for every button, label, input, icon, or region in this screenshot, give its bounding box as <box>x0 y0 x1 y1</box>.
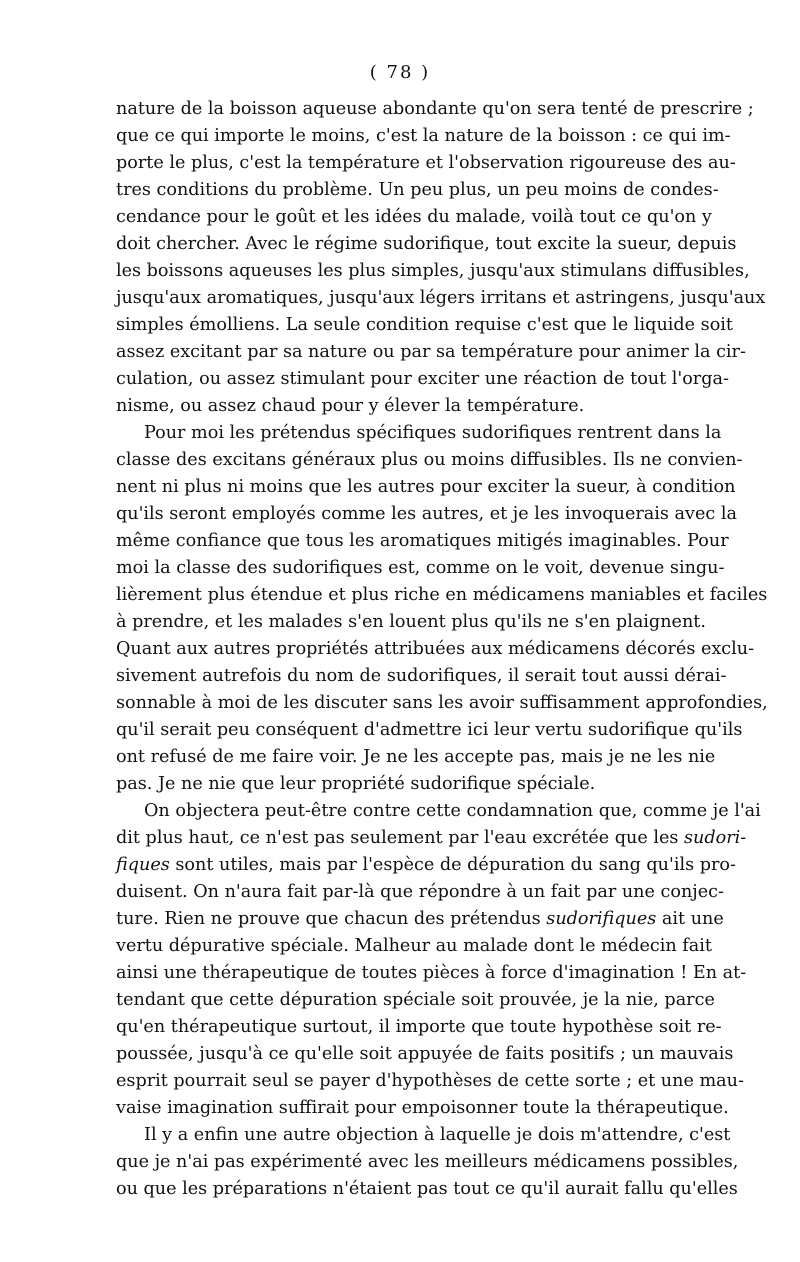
line-text: que je n'ai pas expérimenté avec les meilleurs médicamens possibles, <box>116 1152 739 1172</box>
line-text: assez excitant par sa nature ou par sa température pour animer la cir- <box>116 342 746 362</box>
italic-term: sudorifiques <box>546 909 657 929</box>
line-text: duisent. On n'aura fait par-là que répondre à un fait par une conjec- <box>116 882 724 902</box>
line-text: simples émolliens. La seule condition requise c'est que le liquide soit <box>116 315 733 335</box>
text-line <box>116 636 755 663</box>
text-line <box>116 1095 729 1122</box>
line-text: ont refusé de me faire voir. Je ne les accepte pas, mais je ne les nie <box>116 747 716 767</box>
line-text: Il y a enfin une autre objection à laquelle je dois m'attendre, c'est <box>144 1125 731 1145</box>
line-text: jusqu'aux aromatiques, jusqu'aux légers irritans et astringens, jusqu'aux <box>116 288 766 308</box>
text-line <box>116 1122 731 1149</box>
text-line <box>116 393 688 420</box>
line-text: culation, ou assez stimulant pour exciter une réaction de tout l'orga- <box>116 369 729 389</box>
line-text: lièrement plus étendue et plus riche en médicamens maniables et faciles <box>116 585 768 605</box>
line-text: tendant que cette dépuration spéciale soit prouvée, je la nie, parce <box>116 990 715 1010</box>
line-text: sont utiles, mais par l'espèce de dépuration du sang qu'ils pro- <box>169 855 736 875</box>
text-line <box>116 1149 739 1176</box>
line-text: à prendre, et les malades s'en louent plus qu'ils ne s'en plaignent. <box>116 612 706 632</box>
text-line <box>116 528 729 555</box>
text-line <box>116 582 768 609</box>
text-line <box>116 771 688 798</box>
text-line <box>116 744 716 771</box>
text-line <box>116 1041 734 1068</box>
text-line <box>116 555 725 582</box>
body-text <box>116 96 768 1203</box>
text-line <box>116 150 736 177</box>
text-line <box>116 663 727 690</box>
text-line <box>116 447 743 474</box>
text-line <box>116 177 719 204</box>
line-text: classe des excitans généraux plus ou moins diffusibles. Ils ne convien- <box>116 450 743 470</box>
text-line <box>116 1176 738 1203</box>
line-text: que ce qui importe le moins, c'est la nature de la boisson : ce qui im- <box>116 126 731 146</box>
line-text: dit plus haut, ce n'est pas seulement par l'eau excrétée que les <box>116 828 679 848</box>
line-text: doit chercher. Avec le régime sudorifique, tout excite la sueur, depuis <box>116 234 737 254</box>
line-text: porte le plus, c'est la température et l'observation rigoureuse des au- <box>116 153 736 173</box>
text-line <box>116 366 729 393</box>
line-text: On objectera peut-être contre cette condamnation que, comme je l'ai <box>144 801 761 821</box>
text-line <box>116 1068 744 1095</box>
page-number: ( 78 ) <box>369 62 431 83</box>
line-text: sonnable à moi de les discuter sans les avoir suffisamment approfondies, <box>116 693 768 713</box>
line-text: poussée, jusqu'à ce qu'elle soit appuyée de faits positifs ; un mauvais <box>116 1044 734 1064</box>
text-line <box>116 96 754 123</box>
text-line <box>116 1014 722 1041</box>
line-text: ainsi une thérapeutique de toutes pièces à force d'imagination ! En at- <box>116 963 747 983</box>
text-line <box>116 690 768 717</box>
line-text: tres conditions du problème. Un peu plus, un peu moins de condes- <box>116 180 719 200</box>
line-text: esprit pourrait seul se payer d'hypothèses de cette sorte ; et une mau- <box>116 1071 744 1091</box>
line-text: sivement autrefois du nom de sudorifiques, il serait tout aussi dérai- <box>116 666 727 686</box>
text-line <box>116 852 736 879</box>
text-line <box>116 609 706 636</box>
line-text: cendance pour le goût et les idées du malade, voilà tout ce qu'on y <box>116 207 712 227</box>
text-line <box>116 312 733 339</box>
line-text: les boissons aqueuses les plus simples, jusqu'aux stimulans diffusibles, <box>116 261 750 281</box>
line-text: Pour moi les prétendus spécifiques sudorifiques rentrent dans la <box>144 423 722 443</box>
text-line <box>116 420 722 447</box>
text-line <box>116 879 724 906</box>
line-text: qu'en thérapeutique surtout, il importe que toute hypothèse soit re- <box>116 1017 722 1037</box>
text-line <box>116 258 750 285</box>
line-text: nature de la boisson aqueuse abondante qu'on sera tenté de prescrire ; <box>116 99 754 119</box>
italic-term: fiques <box>116 855 170 875</box>
line-text: vertu dépurative spéciale. Malheur au malade dont le médecin fait <box>116 936 712 956</box>
text-line <box>116 960 747 987</box>
line-text: ou que les préparations n'étaient pas tout ce qu'il aurait fallu qu'elles <box>116 1179 738 1199</box>
text-line <box>116 798 761 825</box>
line-text: ture. Rien ne prouve que chacun des prétendus <box>116 909 541 929</box>
text-line <box>116 339 746 366</box>
line-text-after: ait une <box>656 909 724 929</box>
italic-term: sudori- <box>684 828 747 848</box>
line-text: qu'il serait peu conséquent d'admettre ici leur vertu sudorifique qu'ils <box>116 720 743 740</box>
line-text: nisme, ou assez chaud pour y élever la température. <box>116 396 585 416</box>
text-line <box>116 474 736 501</box>
line-text: Quant aux autres propriétés attribuées aux médicamens décorés exclu- <box>116 639 755 659</box>
text-line <box>116 285 766 312</box>
text-line <box>116 987 715 1014</box>
line-text: qu'ils seront employés comme les autres, et je les invoquerais avec la <box>116 504 737 524</box>
text-line <box>116 231 737 258</box>
text-line <box>116 501 737 528</box>
text-line <box>116 204 712 231</box>
text-line <box>116 717 743 744</box>
text-line <box>116 123 731 150</box>
line-text: pas. Je ne nie que leur propriété sudorifique spéciale. <box>116 774 596 794</box>
line-text: nent ni plus ni moins que les autres pour exciter la sueur, à condition <box>116 477 736 497</box>
line-text: moi la classe des sudorifiques est, comme on le voit, devenue singu- <box>116 558 725 578</box>
line-text: même confiance que tous les aromatiques mitigés imaginables. Pour <box>116 531 729 551</box>
text-line <box>116 933 712 960</box>
text-line <box>116 906 724 933</box>
line-text: vaise imagination suffirait pour empoisonner toute la thérapeutique. <box>116 1098 729 1118</box>
text-line <box>116 825 747 852</box>
